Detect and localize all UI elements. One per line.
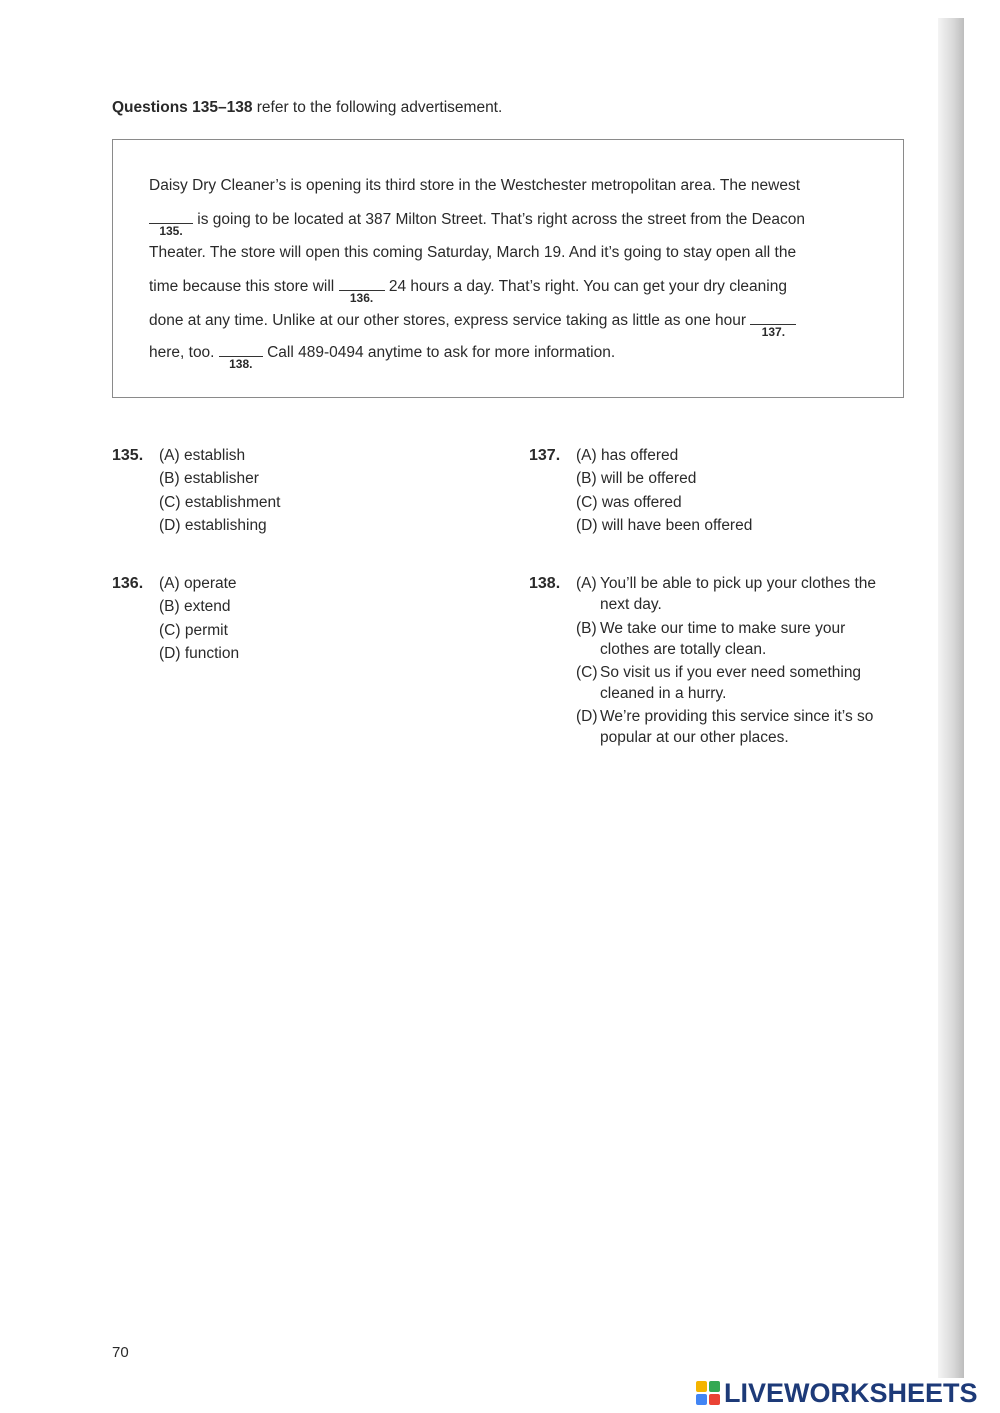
- page-number: 70: [112, 1344, 129, 1361]
- watermark-text: LIVEWORKSHEETS: [724, 1377, 978, 1408]
- question-135: [112, 447, 472, 547]
- blank-136-label: 136.: [349, 291, 374, 305]
- option-137-a[interactable]: (A) has offered: [576, 447, 679, 464]
- option-138-a-label[interactable]: (A): [576, 575, 597, 592]
- question-137: [529, 447, 909, 547]
- passage-line-4: [149, 278, 787, 305]
- questions-range: Questions 135–138: [112, 99, 253, 116]
- option-135-d[interactable]: (D) establishing: [159, 517, 267, 534]
- option-135-b[interactable]: (B) establisher: [159, 470, 259, 487]
- option-136-b[interactable]: (B) extend: [159, 598, 231, 615]
- option-138-a-text[interactable]: You’ll be able to pick up your clothes the next day.: [600, 575, 877, 613]
- passage-line-5-text: done at any time. Unlike at our other stores, express service taking as little as one hour: [149, 312, 751, 329]
- passage-line-6: [149, 344, 616, 371]
- blank-135[interactable]: [149, 211, 193, 238]
- option-138-b-label[interactable]: (B): [576, 620, 597, 637]
- question-135-number: 135.: [112, 447, 144, 464]
- option-137-c[interactable]: (C) was offered: [576, 494, 682, 511]
- option-138-d-label[interactable]: (D): [576, 708, 598, 725]
- option-138-c-label[interactable]: (C): [576, 664, 598, 681]
- blank-138[interactable]: [219, 344, 263, 371]
- passage-line-5: [149, 312, 796, 339]
- logo-square-3: [696, 1394, 707, 1405]
- blank-138-label: 138.: [229, 357, 253, 371]
- passage-line-2-text: is going to be located at 387 Milton Street. That’s right across the street from the Deacon: [193, 211, 806, 228]
- option-138-c-text[interactable]: So visit us if you ever need something cleaned in a hurry.: [600, 664, 862, 702]
- liveworksheets-watermark: [696, 1378, 978, 1408]
- passage-line-6-start: here, too.: [149, 344, 219, 361]
- question-138: [529, 575, 909, 755]
- logo-square-2: [709, 1381, 720, 1392]
- blank-137[interactable]: [750, 312, 796, 339]
- passage-line-6-end: Call 489-0494 anytime to ask for more information.: [262, 344, 616, 361]
- liveworksheets-logo-icon: [696, 1381, 720, 1405]
- passage-line-4-start: time because this store will: [149, 278, 339, 295]
- logo-square-1: [696, 1381, 707, 1392]
- question-137-number: 137.: [529, 447, 561, 464]
- blank-136[interactable]: [339, 278, 385, 305]
- question-136-number: 136.: [112, 575, 144, 592]
- question-136: [112, 575, 472, 675]
- blank-137-label: 137.: [761, 325, 786, 339]
- option-137-b[interactable]: (B) will be offered: [576, 470, 697, 487]
- option-135-a[interactable]: (A) establish: [159, 447, 246, 464]
- option-138-b-text[interactable]: We take our time to make sure your clothes are totally clean.: [600, 620, 846, 658]
- intro-text: refer to the following advertisement.: [252, 99, 503, 116]
- questions-intro: [112, 99, 502, 117]
- option-136-d[interactable]: (D) function: [159, 645, 240, 662]
- passage-line-1: Daisy Dry Cleaner’s is opening its third store in the Westchester metropolitan area. The newest: [149, 177, 801, 194]
- option-137-d[interactable]: (D) will have been offered: [576, 517, 753, 534]
- page-edge-shadow: [938, 18, 964, 1378]
- option-138-d-text[interactable]: We’re providing this service since it’s so popular at our other places.: [600, 708, 874, 746]
- passage-line-3: Theater. The store will open this coming Saturday, March 19. And it’s going to stay open all the: [149, 244, 797, 261]
- logo-square-4: [709, 1394, 720, 1405]
- blank-135-label: 135.: [159, 224, 183, 238]
- option-136-c[interactable]: (C) permit: [159, 622, 228, 639]
- option-135-c[interactable]: (C) establishment: [159, 494, 281, 511]
- option-136-a[interactable]: (A) operate: [159, 575, 237, 592]
- passage-line-2: [149, 211, 806, 238]
- question-138-number: 138.: [529, 575, 561, 592]
- passage-line-4-end: 24 hours a day. That’s right. You can get your dry cleaning: [384, 278, 787, 295]
